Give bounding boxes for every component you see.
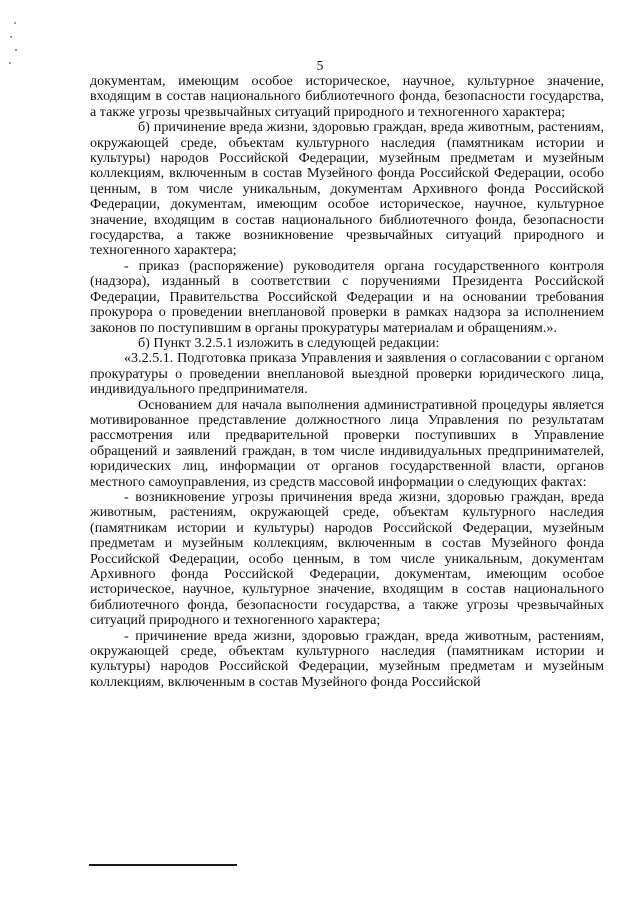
page-number: 5 bbox=[316, 58, 324, 73]
paragraph-clause-3-2-5-1: «3.2.5.1. Подготовка приказа Управления и заявления о согласовании с органом прокуратуры о проведении внеплановой выездной проверки юридического лица, индивидуального предпринимателя. bbox=[90, 350, 604, 398]
paragraph-threat-of-harm: - возникновение угрозы причинения вреда жизни, здоровью граждан, вреда животным, растениям, окружающей среде, объектам культурного наследия (памятникам истории и культуры) народов Российской Федерации, музейным предметам и музейным коллекциям, включенным в состав Музейного фонда Российской Федерации, особо ценным, в том числе уникальным, документам Архивного фонда Российской Федерации, документам, имеющим особое историческое, научное, культурное значение, входящим в состав национального библиотечного фонда, безопасности государства, а также угрозы чрезвычайных ситуаций природного и техногенного характера; bbox=[90, 488, 604, 629]
footer-rule bbox=[89, 864, 237, 866]
paragraph-procedure-basis: Основанием для начала выполнения административной процедуры является мотивированное представление должностного лица Управления по результатам рассмотрения или предварительной проверки поступивших в Управление обращений и заявлений граждан, в том числе индивидуальных предпринимателей, юридических лиц, информации от органов государственной власти, органов местного самоуправления, из средств массовой информации о следующих фактах: bbox=[90, 396, 604, 490]
paragraph-item-b: б) причинение вреда жизни, здоровью граждан, вреда животным, растениям, окружающей среде, объектам культурного наследия (памятникам истории и культуры) народов Российской Федерации, музейным предметам и музейным коллекциям, включенным в состав Музейного фонда Российской Федерации, особо ценным, в том числе уникальным, документам Архивного фонда Российской Федерации, документам, имеющим особое историческое, научное, культурное значение, входящим в состав национального библиотечного фонда, безопасности государства, а также возникновение чрезвычайных ситуаций природного и техногенного характера; bbox=[90, 119, 604, 259]
paragraph-amendment-instruction: б) Пункт 3.2.5.1 изложить в следующей редакции: bbox=[138, 334, 440, 351]
paragraph-prosecutor-order: - приказ (распоряжение) руководителя органа государственного контроля (надзора), изданный в соответствии с поручениями Президента Российской Федерации, Правительства Российской Федерации и на основании требования прокурора о проведении внеплановой проверки в рамках надзора за исполнением законов по поступившим в органы прокуратуры материалам и обращениям.». bbox=[90, 257, 604, 336]
document-body bbox=[90, 74, 604, 690]
paragraph-continuation: документам, имеющим особое историческое, научное, культурное значение, входящим в состав национального библиотечного фонда, безопасности государства, а также угрозы чрезвычайных ситуаций природного и техногенного характера; bbox=[90, 73, 604, 120]
paragraph-causing-harm: - причинение вреда жизни, здоровью граждан, вреда животным, растениям, окружающей среде, объектам культурного наследия (памятникам истории и культуры) народов Российской Федерации, музейным предметам и музейным коллекциям, включенным в состав Музейного фонда Российской bbox=[90, 627, 604, 690]
